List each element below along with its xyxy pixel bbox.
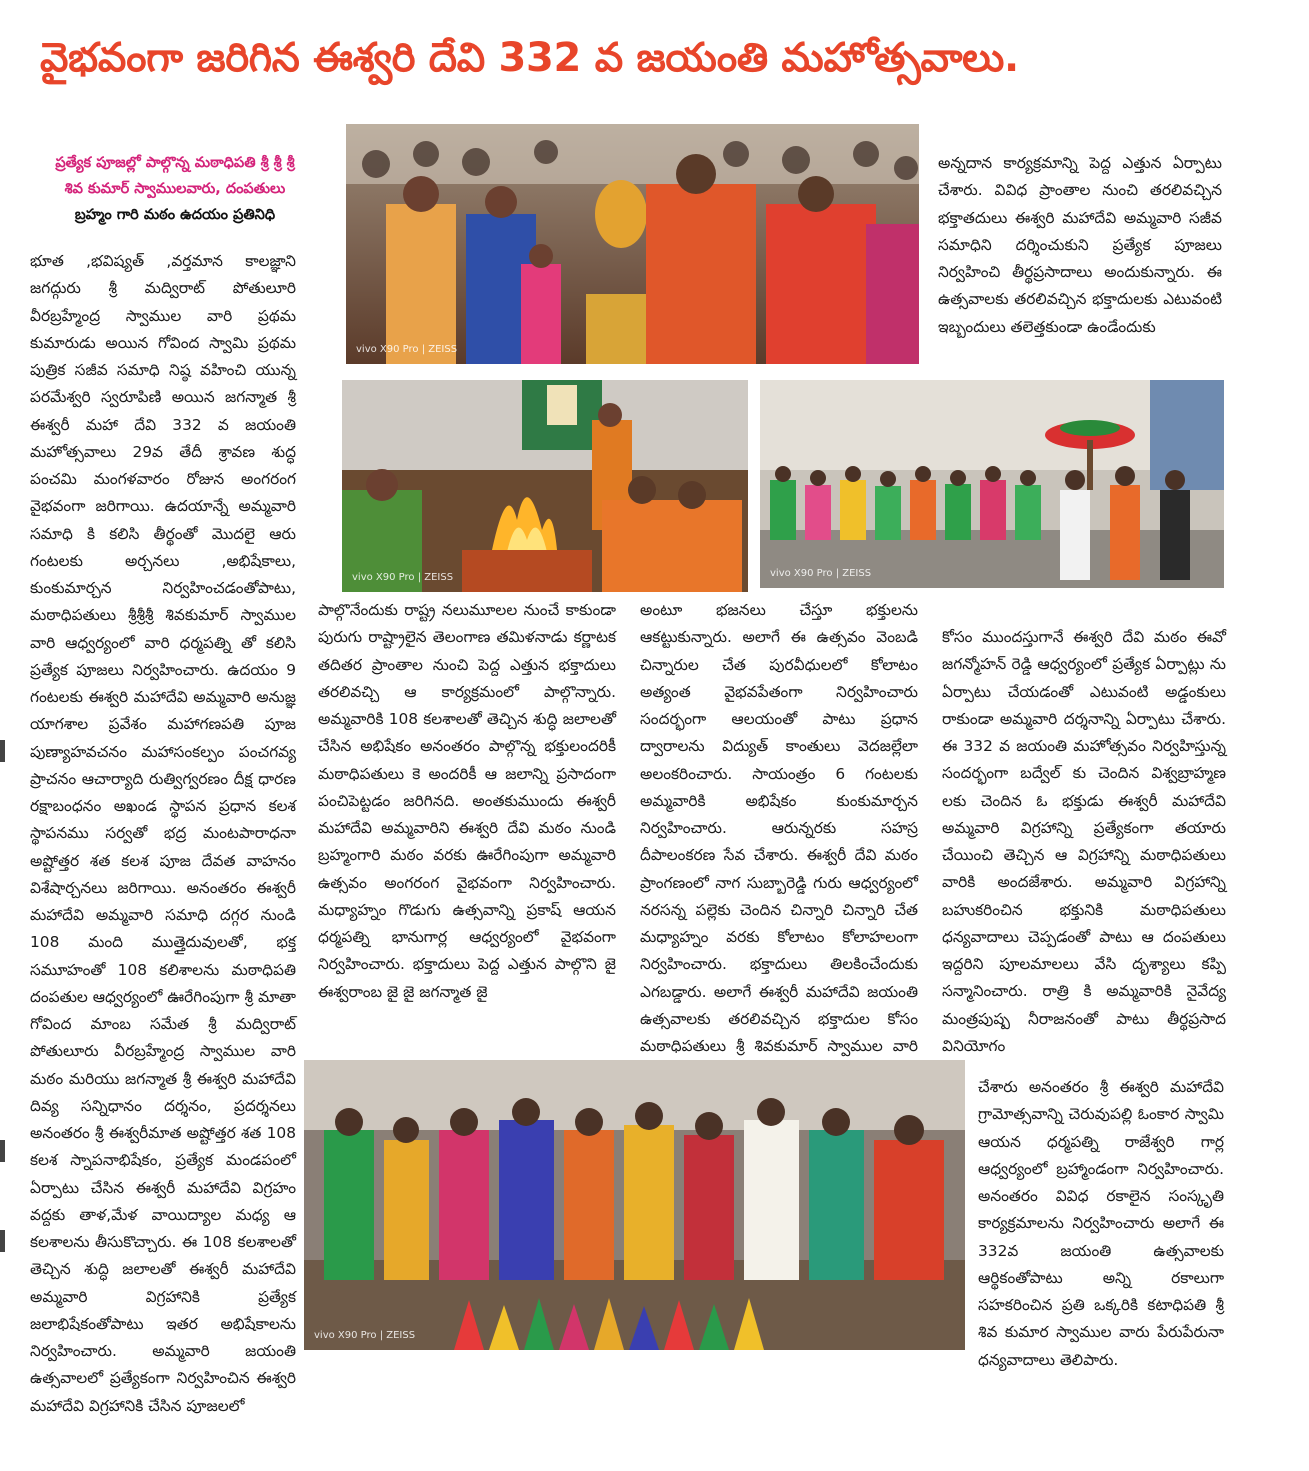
photo-watermark: vivo X90 Pro | ZEISS [770,568,872,579]
article-column-4-bottom: చేశారు అనంతరం శ్రీ ఈశ్వరి మహాదేవి గ్రామోత్సవాన్ని చెరువుపల్లి ఓంకార స్వామి ఆయన ధర్మపత్ని రాజేశ్వరి గార్ల ఆధ్వర్యంలో బ్రహ్మాండంగా నిర్వహించారు. అనంతరం వివిధ రకాలైన సంస్కృతి కార్యక్రమాలను నిర్వహించారు అలాగే ఈ 332వ జయంతి ఉత్సవాలకు ఆర్థికంతోపాటు అన్ని రకాలుగా సహకరించిన ప్రతి ఒక్కరికి కటాధిపతి శ్రీ శివ కుమార స్వాముల వారు పేరుపేరునా ధన్యవాదాలు తెలిపారు. [978,1078,1224,1369]
photo-homam [342,380,748,592]
article-column-4-top: అన్నదాన కార్యక్రమాన్ని పెద్ద ఎత్తున ఏర్పాటు చేశారు. వివిధ ప్రాంతాల నుంచి తరలివచ్చిన భక్తాతదులు ఈశ్వరి మహాదేవి అమ్మవారి సజీవ సమాధిని దర్శించుకుని ప్రత్యేక పూజలు నిర్వహించి తీర్థప్రసాదాలు అందుకున్నారు. ఈ ఉత్సవాలకు తరలివచ్చిన భక్తాదులకు ఎటువంటి ఇబ్బందులు తలెత్తకుండా ఉండేందుకు [938,154,1222,336]
subheading-line-1: ప్రత్యేక పూజల్లో పాల్గొన్న మఠాధిపతి శ్రీ శ్రీ శ్రీ [55,155,295,171]
byline: బ్రహ్మం గారి మఠం ఉదయం ప్రతినిధి [74,207,276,223]
photo-kalasha-puja [304,1060,965,1350]
subheading-line-2: శివ కుమార్ స్వాములవారు, దంపతులు [64,181,286,197]
article-column-3: అంటూ భజనలు చేస్తూ భక్తులను ఆకట్టుకున్నారు. అలాగే ఈ ఉత్సవం వెంబడి చిన్నారుల చేత పురవీధులలో కోలాటం అత్యంత వైభవపేతంగా నిర్వహించారు సందర్భంగా ఆలయంతో పాటు ప్రధాన ద్వారాలను విద్యుత్ కాంతులు వెదజల్లేలా అలంకరించారు. సాయంత్రం 6 గంటలకు అమ్మవారికి అభిషేకం కుంకుమార్చన నిర్వహించారు. ఆరున్నరకు సహస్ర దీపాలంకరణ సేవ చేశారు. ఈశ్వరీ దేవి మఠం ప్రాంగణంలో నాగ సుబ్బారెడ్డి గురు ఆధ్వర్యంలో నరసన్న పల్లెకు చెందిన చిన్నారి చిన్నారి చేత మధ్యాహ్నం వరకు కోలాటం కోలాహలంగా నిర్వహించారు. భక్తాదులు తిలకించేందుకు ఎగబడ్డారు. అలాగే ఈశ్వరీ మహాదేవి జయంతి ఉత్సవాలకు తరలివచ్చిన భక్తాదుల కోసం మఠాధిపతులు శ్రీ శివకుమార్ స్వాముల వారి [640,601,918,1055]
article-column-2: పాల్గొనేందుకు రాష్ట్ర నలుమూలల నుంచే కాకుండా పురుగు రాష్ట్రాలైన తెలంగాణ తమిళనాడు కర్ణాటక తదితర ప్రాంతాల నుంచి పెద్ద ఎత్తున భక్తాదులు తరలివచ్చి ఆ కార్యక్రమంలో పాల్గొన్నారు. అమ్మవారికి 108 కలశాలతో తెచ్చిన శుద్ధి జలాలతో చేసిన అభిషేకం అనంతరం పాల్గొన్న భక్తులందరికీ మఠాధిపతులు కె అందరికీ ఆ జలాన్ని ప్రసాదంగా పంచిపెట్టడం జరిగినది. అంతకుముందు ఈశ్వరీ మహాదేవి అమ్మవారిని ఈశ్వరి దేవి మఠం నుండి బ్రహ్మంగారి మఠం వరకు ఊరేగింపుగా అమ్మవారి ఉత్సవం అంగరంగ వైభవంగా నిర్వహించారు. మధ్యాహ్నం గొడుగు ఉత్సవాన్ని ప్రకాష్ ఆయన ధర్మపత్ని భానుగార్ల ఆధ్వర్యంలో వైభవంగా నిర్వహించారు. భక్తాదులు పెద్ద ఎత్తున పాల్గొని జై ఈశ్వరాంబ జై జై జగన్మాత జై [318,601,616,1001]
photo-watermark: vivo X90 Pro | ZEISS [352,572,454,583]
photo-procession [760,380,1224,588]
photo-abhishekam [346,124,919,364]
edge-mark [0,740,5,762]
edge-mark [0,1140,5,1162]
photo-watermark: vivo X90 Pro | ZEISS [356,344,458,355]
article-column-1: భూత ,భవిష్యత్ ,వర్తమాన కాలజ్ఞాని జగద్గురు శ్రీ మద్విరాట్ పోతులూరి వీరబ్రహ్మేంద్ర స్వాముల వారి ప్రథమ కుమారుడు అయిన గోవింద స్వామి ప్రథమ పుత్రిక సజీవ సమాధి నిష్ఠ వహించి యున్న పరమేశ్వరి స్వరూపిణి అయిన జగన్మాత శ్రీ ఈశ్వరీ మహా దేవి 332 వ జయంతి మహోత్సవాలు 29వ తేదీ శ్రావణ శుద్ధ పంచమి మంగళవారం రోజున అంగరంగ వైభవంగా జరిగాయి. ఉదయాన్నే అమ్మవారి సమాధి కి కలిసి తీర్థంతో మొదలై ఆరు గంటలకు అర్చనలు ,అభిషేకాలు, కుంకుమార్చన నిర్వహించడంతోపాటు, మఠాధిపతులు శ్రీశ్రీశ్రీ శివకుమార్ స్వాముల వారి ఆధ్వర్యంలో వారి ధర్మపత్ని తో కలిసి ప్రత్యేక పూజలు నిర్వహించారు. ఉదయం 9 గంటలకు ఈశ్వరి మహాదేవి అమ్మవారి అనుజ్ఞ యాగశాల ప్రవేశం మహాగణపతి పూజ పుణ్యాహవచనం మహాసంకల్పం పంచగవ్య ప్రాచనం ఆచార్యాది రుత్విగ్వరణం దీక్ష ధారణ రక్షాబంధనం అఖండ స్థాపన ప్రధాన కలశ స్థాపనము సర్వతో భద్ర మంటపారాధనా అష్టోత్తర శత కలశ పూజ దేవత వాహనం విశేషార్చనలు జరిగాయి. అనంతరం ఈశ్వరీ మహాదేవి అమ్మవారి సమాధి దగ్గర నుండి 108 మంది ముత్తైదువులతో, భక్త సమూహంతో 108 కలిశాలను మఠాధిపతి దంపతుల ఆధ్వర్యంలో ఊరేగింపుగా శ్రీ మాతా గోవింద మాంబ సమేత శ్రీ మద్విరాట్ పోతులూరు వీరబ్రహ్మేంద్ర స్వాముల వారి మఠం మరియు జగన్మాత శ్రీ ఈశ్వరి మహాదేవి దివ్య సన్నిధానం దర్శనం, ప్రదర్శనలు అనంతరం శ్రీ ఈశ్వరీమాత అష్టోత్తర శత 108 కలశ స్నాపనాభిషేకం, ప్రత్యేక మండపంలో ఏర్పాటు చేసిన ఈశ్వరీ మహాదేవి విగ్రహం వద్దకు తాళ,మేళ వాయిద్యాల మధ్య ఆ కలశాలను తీసుకొచ్చారు. ఈ 108 కలశాలతో తెచ్చిన శుద్ధి జలాలతో ఈశ్వరీ మహాదేవి అమ్మవారి విగ్రహానికి ప్రత్యేక జలాభిషేకంతోపాటు ఇతర అభిషేకాలను నిర్వహించారు. అమ్మవారి జయంతి ఉత్సవాలలో ప్రత్యేకంగా నిర్వహించిన ఈశ్వరి మహాదేవి విగ్రహానికి చేసిన పూజలలో [30,252,296,1415]
article-column-4-mid: కోసం ముందస్తుగానే ఈశ్వరి దేవి మఠం ఈవో జగన్మోహన్ రెడ్డి ఆధ్వర్యంలో ప్రత్యేక ఏర్పాట్లు ను ఏర్పాటు చేయడంతో ఎటువంటి అడ్డంకులు రాకుండా అమ్మవారి దర్శనాన్ని ఏర్పాటు చేశారు. ఈ 332 వ జయంతి మహోత్సవం నిర్వహిస్తున్న సందర్భంగా బద్వేల్ కు చెందిన విశ్వబ్రాహ్మణ లకు చెందిన ఓ భక్తుడు ఈశ్వరీ మహాదేవి అమ్మవారి విగ్రహాన్ని ప్రత్యేకంగా తయారు చేయించి తెచ్చిన ఆ విగ్రహాన్ని మఠాధిపతులు వారికి అందజేశారు. అమ్మవారి విగ్రహాన్ని బహుకరించిన భక్తునికి మఠాధిపతులు ధన్యవాదాలు చెప్పడంతో పాటు ఆ దంపతులు ఇద్దరిని పూలమాలలు వేసి దృశ్యాలు కప్పి సన్మానించారు. రాత్రి కి అమ్మవారికి నైవేద్య మంత్రపుష్ప నీరాజనంతో పాటు తీర్థప్రసాద వినియోగం [942,628,1226,1055]
edge-mark [0,1230,5,1252]
subheading-block [40,150,310,228]
photo-watermark: vivo X90 Pro | ZEISS [314,1330,416,1341]
headline: వైభవంగా జరిగిన ఈశ్వరి దేవి 332 వ జయంతి మహోత్సవాలు. [40,35,1019,81]
